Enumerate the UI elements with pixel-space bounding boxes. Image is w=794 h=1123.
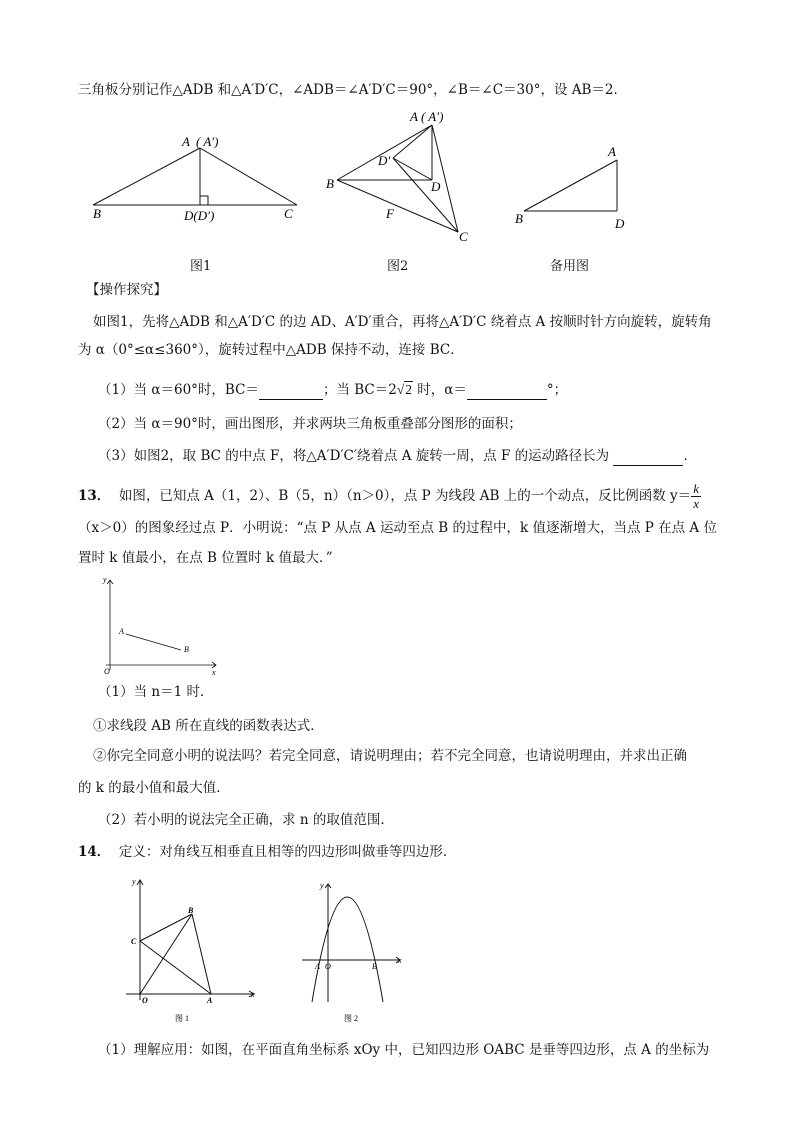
explore-para-2: 为 α（0°≤α≤360°），旋转过程中△ADB 保持不动，连接 BC． — [78, 342, 464, 358]
p14-fig2-caption: 图 2 — [344, 1014, 358, 1023]
fig2-label-a: A ( A′) — [410, 109, 444, 124]
p13-origin-label: O — [104, 667, 110, 676]
p14-f2-x-label: x — [398, 956, 402, 965]
p13-sub-2: （2）若小明的说法完全正确，求 n 的取值范围． — [98, 812, 394, 828]
p13-sub-1a: ①求线段 AB 所在直线的函数表达式． — [93, 718, 324, 734]
problem-13-line-3: 置时 k 值最小，在点 B 位置时 k 值最大．” — [78, 550, 333, 566]
p14-definition: 定义：对角线互相垂直且相等的四边形叫做垂等四边形． — [118, 844, 457, 860]
fig2-label-d: D — [431, 179, 441, 194]
p14-question-1: （1）理解应用：如图，在平面直角坐标系 xOy 中，已知四边形 OABC 是垂等四边形，点 A 的坐标为 — [98, 1042, 710, 1058]
p14-f2-y-label: y — [320, 881, 324, 890]
fig2-label-b: B — [326, 176, 334, 191]
p13-x-axis-label: x — [212, 668, 216, 677]
q3-end: ． — [683, 448, 697, 464]
fig2-label-c: C — [459, 229, 468, 244]
q1-text-d: 时，α＝ — [413, 382, 467, 398]
fig3-label-d: D — [615, 216, 625, 231]
p14-figure-2 — [302, 884, 400, 1002]
fraction-k-over-x: $\frac{k}{x}$ — [693, 481, 699, 511]
p14-f2-b: B — [372, 962, 377, 971]
p14-figure-1 — [126, 880, 254, 1000]
problem-13-line-2: （x＞0）的图象经过点 P．小明说：“点 P 从点 A 运动至点 B 的过程中，k 值逐渐增大，当点 P 在点 A 位 — [78, 520, 717, 536]
p14-fig1-caption: 图 1 — [175, 1014, 189, 1023]
p13-point-b-label: B — [184, 645, 189, 654]
problem-13-number: 13． — [78, 488, 111, 504]
fig1-label-d: D(D′) — [184, 208, 215, 223]
p14-f1-y-label: y — [132, 877, 136, 886]
fig1-label-b: B — [93, 206, 101, 221]
p14-f1-b: B — [188, 906, 194, 915]
fig1-label-a: A — [182, 134, 190, 149]
fig1-caption: 图1 — [190, 259, 212, 274]
p13-sub-1b-cont: 的 k 的最小值和最大值． — [78, 780, 230, 796]
fig1-label-aprime: ( A′) — [196, 134, 219, 149]
p13-point-a-label: A — [119, 627, 124, 636]
q1-text-e: °； — [546, 382, 568, 398]
fig3-label-a: A — [608, 144, 616, 159]
fig3-caption: 备用图 — [550, 259, 590, 274]
p13-y-axis-label: y — [103, 575, 107, 584]
p14-f1-x-label: x — [251, 990, 255, 999]
p13-sub-1b: ②你完全同意小明的说法吗？若完全同意，请说明理由；若不完全同意，也请说明理由，并求出正确 — [93, 748, 687, 764]
p14-f1-origin: O — [142, 996, 148, 1005]
p14-f1-a: A — [207, 996, 213, 1005]
fig3-label-b: B — [515, 211, 523, 226]
q3-text: （3）如图2，取 BC 的中点 F，将△A′D′C′绕着点 A 旋转一周，点 F 的运动路径长为 — [98, 448, 610, 464]
question-2: （2）当 α＝90°时，画出图形，并求两块三角板重叠部分图形的面积； — [98, 416, 522, 432]
problem-14-number: 14． — [78, 844, 111, 860]
explore-para-1: 如图1，先将△ADB 和△A′D′C 的边 AD、A′D′重合，再将△A′D′C 绕着点 A 按顺时针方向旋转，旋转角 — [93, 314, 712, 330]
p14-f2-a: A — [315, 962, 320, 971]
q1-text-b: ；当 BC＝2 — [322, 382, 397, 398]
sqrt-2: √2 — [396, 382, 412, 397]
p14-f1-c: C — [131, 937, 137, 946]
fig1-label-c: C — [284, 206, 293, 221]
intro-line: 三角板分别记作△ADB 和△A′D′C，∠ADB＝∠A′D′C＝90°，∠B＝∠C＝30°，设 AB＝2． — [78, 82, 628, 98]
fig2-label-dprime: D′ — [378, 153, 391, 168]
p14-f2-origin: O — [325, 962, 331, 971]
section-heading: 【操作探究】 — [86, 282, 167, 298]
fig2-label-f: F — [386, 206, 394, 221]
q1-text-a: （1）当 α＝60°时，BC＝ — [98, 382, 259, 398]
p13-sub-1: （1）当 n＝1 时． — [98, 684, 214, 700]
p13-text-1: 如图，已知点 A（1，2）、B（5，n）（n＞0），点 P 为线段 AB 上的一个动点，反比例函数 y＝ — [118, 488, 692, 504]
fig2-caption: 图2 — [387, 259, 409, 274]
